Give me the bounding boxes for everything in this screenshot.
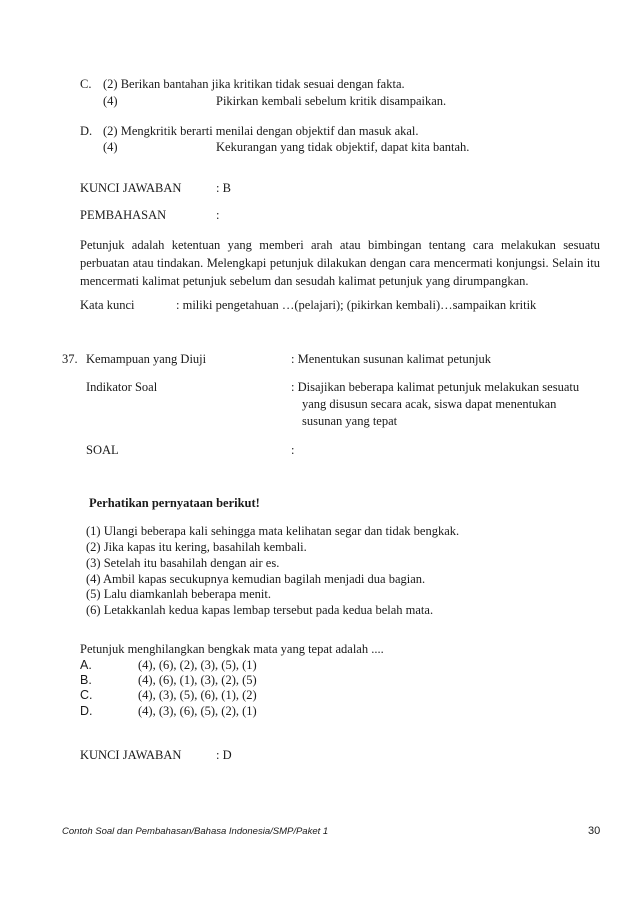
soal-label: SOAL [86,443,119,457]
option-c-letter: C. [80,77,92,91]
indicator-label: Indikator Soal [86,380,158,394]
answer-option-letter: C. [80,688,93,702]
prev-key-value: : B [216,181,231,195]
statement: (5) Lalu diamkanlah beberapa menit. [86,587,271,601]
statement: (4) Ambil kapas secukupnya kemudian bagilah menjadi dua bagian. [86,572,426,586]
option-d-line1: (2) Mengkritik berarti menilai dengan objektif dan masuk akal. [103,124,419,138]
statement: (2) Jika kapas itu kering, basahilah kembali. [86,540,307,554]
ability-value: : Menentukan susunan kalimat petunjuk [291,352,491,366]
ability-label: Kemampuan yang Diuji [86,352,207,366]
keyword-label: Kata kunci [80,298,135,312]
indicator-line3: susunan yang tepat [302,414,398,428]
statement: (3) Setelah itu basahilah dengan air es. [86,556,280,570]
page-number: 30 [588,825,601,837]
statement: (1) Ulangi beberapa kali sehingga mata kelihatan segar dan tidak bengkak. [86,524,460,538]
question-number: 37. [62,352,78,366]
option-d-line2-num: (4) [103,140,118,154]
answer-key-label: KUNCI JAWABAN [80,748,182,762]
indicator-line2: yang disusun secara acak, siswa dapat menentukan [302,397,557,411]
answer-option-text: (4), (3), (6), (5), (2), (1) [138,704,257,718]
answer-option-letter: B. [80,673,92,687]
answer-option-text: (4), (6), (1), (3), (2), (5) [138,673,257,687]
option-d-letter: D. [80,124,93,138]
instruction: Perhatikan pernyataan berikut! [89,496,260,510]
answer-key-value: : D [216,748,232,762]
answer-option-text: (4), (3), (5), (6), (1), (2) [138,688,257,702]
prev-key-label: KUNCI JAWABAN [80,181,182,195]
soal-colon: : [291,443,295,457]
indicator-line1: : Disajikan beberapa kalimat petunjuk melakukan sesuatu [291,380,580,394]
discussion-label: PEMBAHASAN [80,208,167,222]
option-c-line2-text: Pikirkan kembali sebelum kritik disampaikan. [216,94,447,108]
option-c-line2-num: (4) [103,94,118,108]
answer-option-text: (4), (6), (2), (3), (5), (1) [138,658,257,672]
keyword-value: : miliki pengetahuan …(pelajari); (pikirkan kembali)…sampaikan kritik [176,298,537,312]
discussion-text: Petunjuk adalah ketentuan yang memberi arah atau bimbingan tentang cara melakukan sesuatu perbuatan atau tindakan. Melengkapi petunjuk dilakukan dengan cara mencermati konjungsi. Selain itu mencermati kalimat petunjuk sebelum dan sesudah kalimat petunjuk yang dirumpangkan. [80,238,600,288]
option-d-line2-text: Kekurangan yang tidak objektif, dapat kita bantah. [216,140,470,154]
statement: (6) Letakkanlah kedua kapas lembap tersebut pada kedua belah mata. [86,603,434,617]
question-prompt: Petunjuk menghilangkan bengkak mata yang tepat adalah .... [80,642,384,656]
discussion-colon: : [216,208,220,222]
answer-option-letter: A. [80,658,92,672]
option-c-line1: (2) Berikan bantahan jika kritikan tidak sesuai dengan fakta. [103,77,405,91]
page-footer: Contoh Soal dan Pembahasan/Bahasa Indonesia/SMP/Paket 1 [62,826,329,837]
answer-option-letter: D. [80,704,93,718]
